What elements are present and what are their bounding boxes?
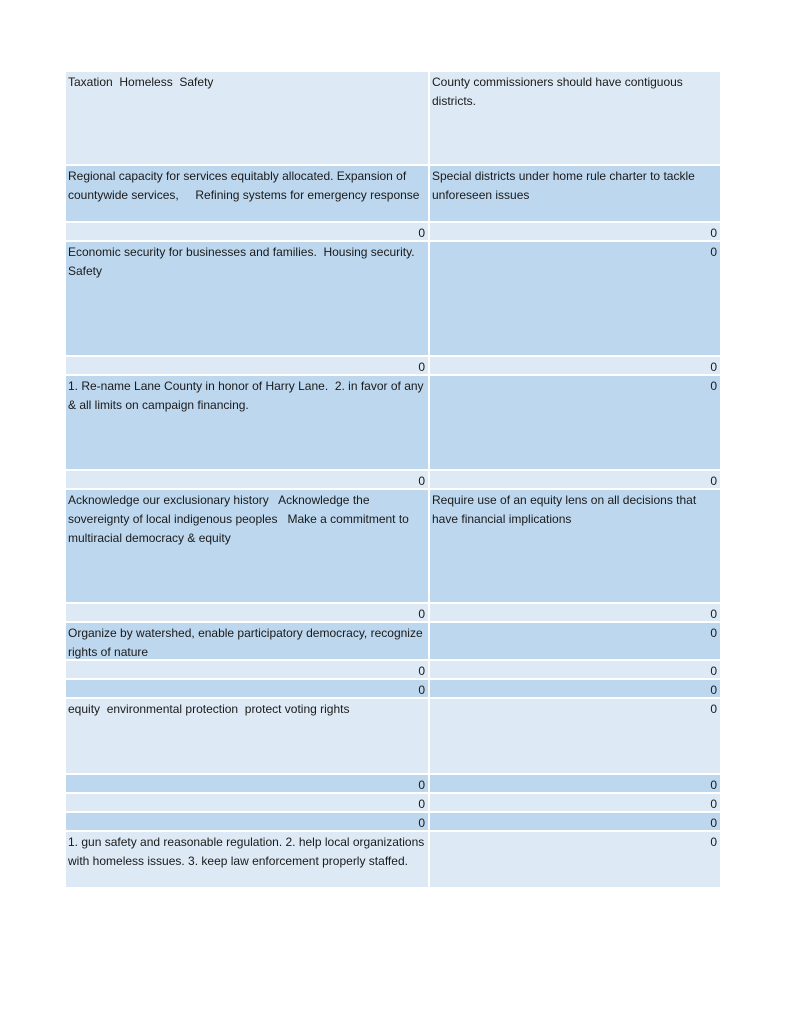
table-cell-right: 0 <box>430 775 720 792</box>
table-cell-left: 0 <box>66 813 428 830</box>
table-cell-right: 0 <box>430 680 720 697</box>
table-cell-right: 0 <box>430 242 720 355</box>
table-cell-left: 1. gun safety and reasonable regulation. 2. help local organizations with homeless issues. 3. keep law enforcement properly staffed. <box>66 832 428 887</box>
table-cell-right: Special districts under home rule charter to tackle unforeseen issues <box>430 166 720 221</box>
table-row <box>66 794 720 813</box>
table-cell-left: 0 <box>66 661 428 678</box>
table-cell-left: Organize by watershed, enable participatory democracy, recognize rights of nature <box>66 623 428 659</box>
table-row <box>66 623 720 661</box>
table-row <box>66 490 720 604</box>
table-row <box>66 680 720 699</box>
table-row <box>66 661 720 680</box>
table-body <box>66 72 720 889</box>
table-cell-right: 0 <box>430 699 720 773</box>
table-row <box>66 72 720 166</box>
table-cell-right: 0 <box>430 623 720 659</box>
table-row <box>66 357 720 376</box>
table-cell-right: 0 <box>430 471 720 488</box>
table-cell-left: 0 <box>66 680 428 697</box>
table-row <box>66 604 720 623</box>
table-cell-left: Regional capacity for services equitably allocated. Expansion of countywide services, Refining systems for emergency response <box>66 166 428 221</box>
table-cell-left: 0 <box>66 794 428 811</box>
table-cell-left: 1. Re-name Lane County in honor of Harry Lane. 2. in favor of any & all limits on campaign financing. <box>66 376 428 469</box>
table-cell-right: 0 <box>430 661 720 678</box>
table-cell-left: equity environmental protection protect voting rights <box>66 699 428 773</box>
table-cell-right: 0 <box>430 794 720 811</box>
table-row <box>66 832 720 889</box>
table-cell-left: 0 <box>66 223 428 240</box>
table-cell-left: 0 <box>66 604 428 621</box>
table-cell-right: County commissioners should have contiguous districts. <box>430 72 720 164</box>
table-cell-right: 0 <box>430 376 720 469</box>
table-row <box>66 376 720 471</box>
table-cell-right: Require use of an equity lens on all decisions that have financial implications <box>430 490 720 602</box>
table-row <box>66 699 720 775</box>
table-cell-right: 0 <box>430 832 720 887</box>
table-row <box>66 242 720 357</box>
table-cell-right: 0 <box>430 604 720 621</box>
table-cell-left: Acknowledge our exclusionary history Acknowledge the sovereignty of local indigenous peoples Make a commitment to multiracial democracy & equity <box>66 490 428 602</box>
table-cell-right: 0 <box>430 813 720 830</box>
table-cell-right: 0 <box>430 223 720 240</box>
spreadsheet-table <box>66 72 720 889</box>
table-cell-left: 0 <box>66 775 428 792</box>
table-cell-left: 0 <box>66 357 428 374</box>
table-cell-left: Taxation Homeless Safety <box>66 72 428 164</box>
table-cell-left: Economic security for businesses and families. Housing security. Safety <box>66 242 428 355</box>
table-cell-left: 0 <box>66 471 428 488</box>
table-row <box>66 166 720 223</box>
table-cell-right: 0 <box>430 357 720 374</box>
table-row <box>66 471 720 490</box>
table-row <box>66 775 720 794</box>
table-row <box>66 223 720 242</box>
table-row <box>66 813 720 832</box>
